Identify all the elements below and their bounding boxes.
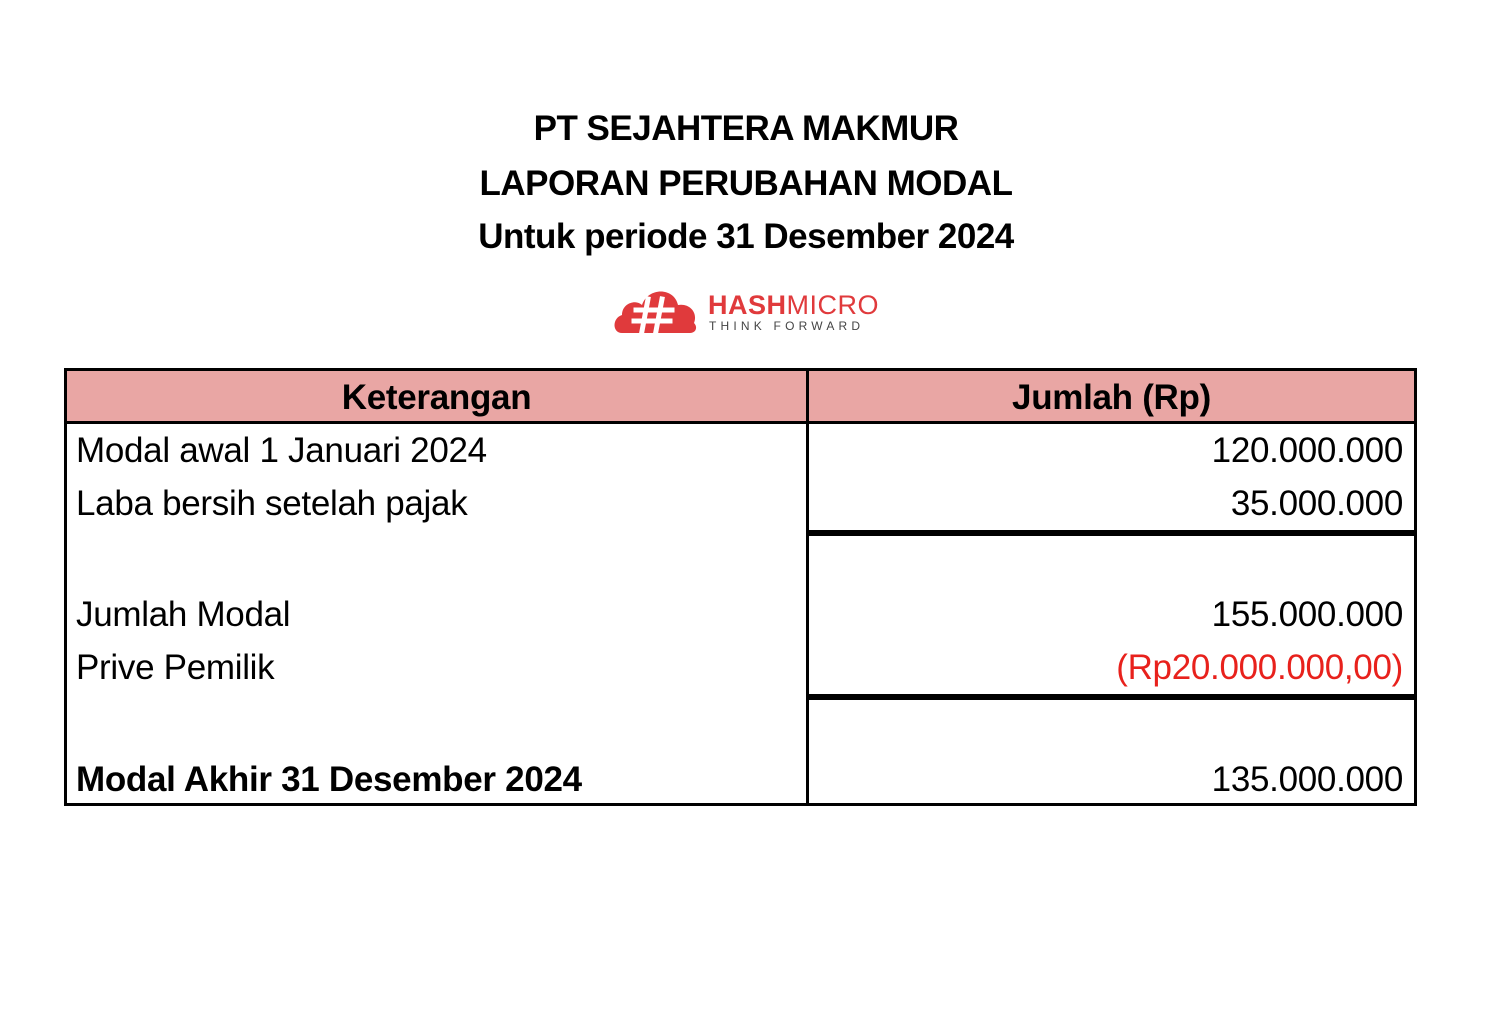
logo-tagline: THINK FORWARD	[709, 319, 865, 333]
table-row	[67, 478, 1414, 530]
logo-brand-hash: HASH	[708, 290, 787, 320]
company-name: PT SEJAHTERA MAKMUR	[533, 109, 959, 148]
row-label: Jumlah Modal	[76, 595, 291, 634]
report-title: LAPORAN PERUBAHAN MODAL	[479, 164, 1013, 203]
row-label: Modal awal 1 Januari 2024	[76, 431, 487, 470]
hashmicro-logo	[612, 283, 912, 341]
table-row	[67, 425, 1414, 477]
column-header-amount: Jumlah (Rp)	[1012, 378, 1211, 417]
cloud-icon	[615, 292, 697, 334]
report-period: Untuk periode 31 Desember 2024	[478, 217, 1014, 256]
subtotal-rule	[806, 530, 1414, 536]
row-amount: 35.000.000	[1230, 484, 1403, 523]
subtotal-rule	[806, 694, 1414, 700]
total-label: Modal Akhir 31 Desember 2024	[76, 760, 582, 799]
table-row-total	[67, 754, 1414, 806]
table-header	[67, 371, 1414, 424]
row-amount-negative: (Rp20.000.000,00)	[1116, 648, 1403, 687]
row-label: Laba bersih setelah pajak	[76, 484, 468, 523]
row-label: Prive Pemilik	[76, 648, 275, 687]
column-header-description: Keterangan	[341, 378, 532, 417]
total-amount: 135.000.000	[1211, 760, 1403, 799]
table-row	[67, 589, 1414, 641]
table-row	[67, 642, 1414, 694]
row-amount: 155.000.000	[1211, 595, 1403, 634]
logo-brand-micro: MICRO	[786, 290, 880, 320]
row-amount: 120.000.000	[1211, 431, 1403, 470]
capital-change-table	[64, 368, 1417, 806]
svg-text:HASHMICRO	[708, 290, 879, 320]
